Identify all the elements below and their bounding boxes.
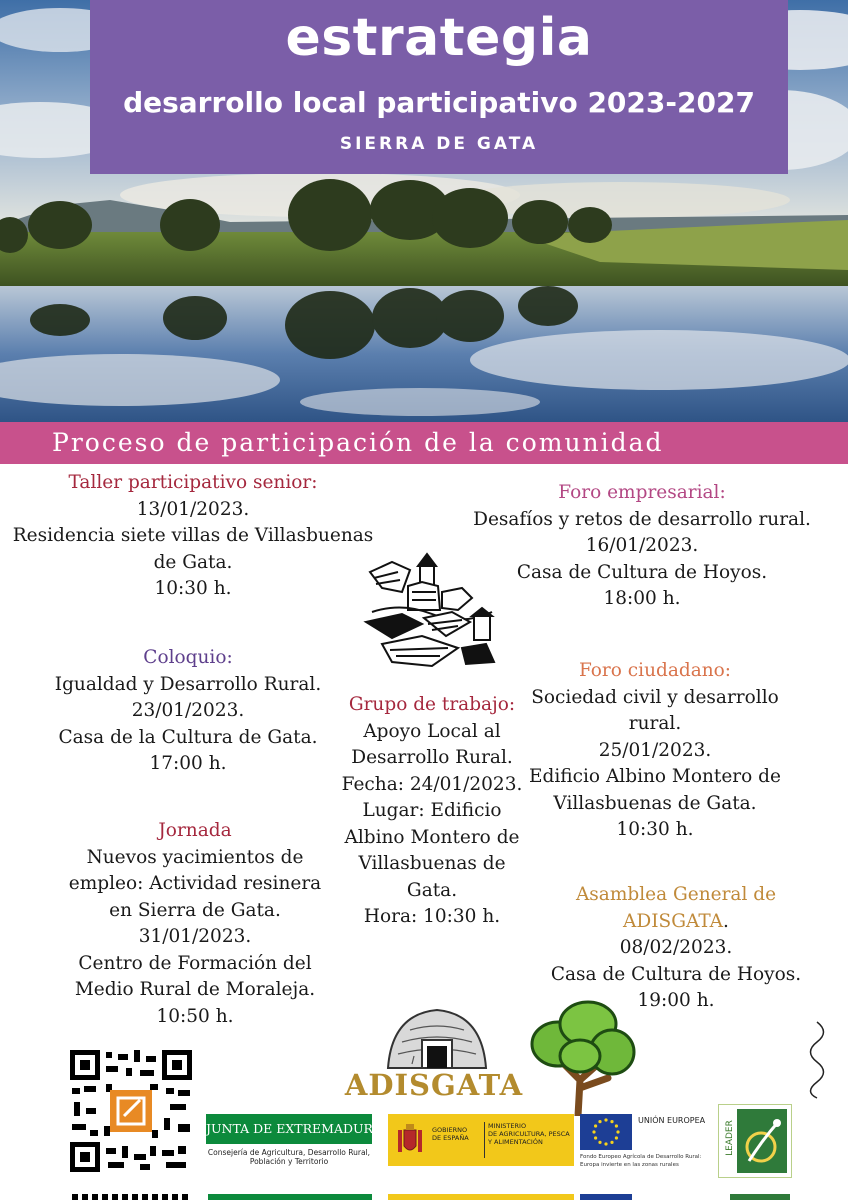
event-line: 18:00 h. — [603, 588, 681, 609]
event-title: Foro ciudadano: — [578, 660, 732, 681]
event-line: empleo: Actividad resinera — [68, 873, 322, 894]
event-title-org: ADISGATA — [623, 910, 724, 932]
adisgata-logo-text: ADISGATA — [344, 1068, 524, 1102]
event-line: Sociedad civil y desarrollo — [531, 686, 779, 708]
title-box — [90, 0, 788, 174]
eu-flag-icon — [580, 1114, 632, 1150]
qr-code[interactable] — [70, 1050, 192, 1172]
event-line: 23/01/2023. — [131, 700, 245, 721]
event-line: 25/01/2023. — [598, 739, 712, 761]
gobierno-label-2: DE ESPAÑA — [432, 1134, 469, 1142]
event-foro-empresarial — [452, 480, 832, 613]
event-line: Albino Montero de — [344, 826, 520, 848]
event-line: Casa de Cultura de Hoyos. — [550, 963, 802, 985]
event-coloquio — [0, 645, 376, 778]
event-line: Hora: 10:30 h. — [363, 906, 501, 927]
event-asamblea — [506, 882, 846, 1015]
poster-region: SIERRA DE GATA — [339, 134, 539, 154]
event-title: Grupo de trabajo: — [348, 694, 516, 715]
event-line: Edificio Albino Montero de — [529, 766, 781, 787]
junta-logo-title: JUNTA DE EXTREMADURA — [206, 1114, 372, 1144]
event-line: 17:00 h. — [149, 753, 227, 774]
event-line: Desafíos y retos de desarrollo rural. — [473, 508, 811, 530]
event-title: Coloquio: — [143, 647, 233, 668]
gobierno-label-1: GOBIERNO — [432, 1126, 468, 1134]
event-line: 16/01/2023. — [585, 535, 699, 556]
event-line: de Gata. — [153, 551, 233, 573]
event-line: Nuevos yacimientos de — [86, 846, 304, 868]
poster-subtitle: desarrollo local participativo 2023-2027 — [123, 86, 755, 119]
coat-of-arms-icon — [396, 1122, 424, 1158]
event-line: Villasbuenas de Gata. — [553, 792, 757, 814]
event-line: Lugar: Edificio — [362, 800, 502, 821]
tree-icon — [528, 998, 638, 1116]
decorative-squiggle — [802, 1020, 832, 1100]
eu-logo-sub2: Europa invierte en las zonas rurales — [580, 1162, 679, 1168]
junta-logo-sub1: Consejería de Agricultura, Desarrollo Rural, — [207, 1148, 371, 1157]
event-line: 19:00 h. — [637, 990, 715, 1011]
event-line: Gata. — [406, 879, 458, 901]
event-line: Centro de Formación del — [78, 952, 312, 974]
union-europea-logo — [580, 1114, 714, 1174]
event-taller — [0, 470, 386, 603]
event-line: 10:30 h. — [154, 578, 232, 599]
ministerio-label-1: MINISTERIO — [488, 1122, 527, 1130]
event-title: Asamblea General de — [575, 884, 777, 905]
event-line: en Sierra de Gata. — [109, 899, 281, 921]
event-line: Fecha: 24/01/2023. — [341, 773, 523, 795]
event-line: Casa de la Cultura de Gata. — [58, 726, 318, 748]
gobierno-espana-logo — [388, 1114, 574, 1166]
event-line: Apoyo Local al — [363, 720, 501, 742]
ministerio-label-3: Y ALIMENTACIÓN — [488, 1138, 543, 1146]
event-line: Medio Rural de Moraleja. — [74, 979, 316, 1000]
event-title: Taller participativo senior: — [68, 472, 318, 493]
adisgata-hut-icon — [382, 1004, 492, 1070]
event-line: 10:50 h. — [156, 1005, 234, 1027]
event-line: 10:30 h. — [616, 819, 694, 840]
event-line: Desarrollo Rural. — [351, 747, 513, 768]
event-title: Foro empresarial: — [558, 482, 726, 503]
event-line: 31/01/2023. — [138, 926, 252, 947]
section-banner: Proceso de participación de la comunidad — [0, 422, 848, 464]
event-title-period: . — [723, 910, 729, 932]
ministerio-label-2: DE AGRICULTURA, PESCA — [488, 1130, 570, 1138]
leader-logo — [718, 1104, 792, 1178]
eu-logo-sub1: Fondo Europeo Agrícola de Desarrollo Rural: — [580, 1154, 702, 1160]
event-line: Villasbuenas de — [358, 853, 506, 874]
leader-emblem-icon — [737, 1109, 787, 1173]
event-line: 08/02/2023. — [619, 937, 733, 958]
junta-extremadura-logo — [206, 1114, 382, 1174]
leader-logo-text: LEADER — [725, 1120, 735, 1156]
junta-logo-sub2: Población y Territorio — [249, 1157, 329, 1166]
event-line: rural. — [628, 713, 682, 734]
event-line: Residencia siete villas de Villasbuenas — [12, 525, 374, 546]
event-line: Casa de Cultura de Hoyos. — [516, 561, 768, 583]
poster-title: estrategia — [285, 8, 593, 68]
event-title: Jornada — [158, 820, 232, 841]
eu-logo-title: UNIÓN EUROPEA — [638, 1116, 706, 1125]
event-foro-ciudadano — [490, 658, 820, 844]
event-line: 13/01/2023. — [136, 498, 250, 520]
event-line: Igualdad y Desarrollo Rural. — [54, 673, 322, 695]
bottom-logo-strip — [0, 1194, 848, 1200]
